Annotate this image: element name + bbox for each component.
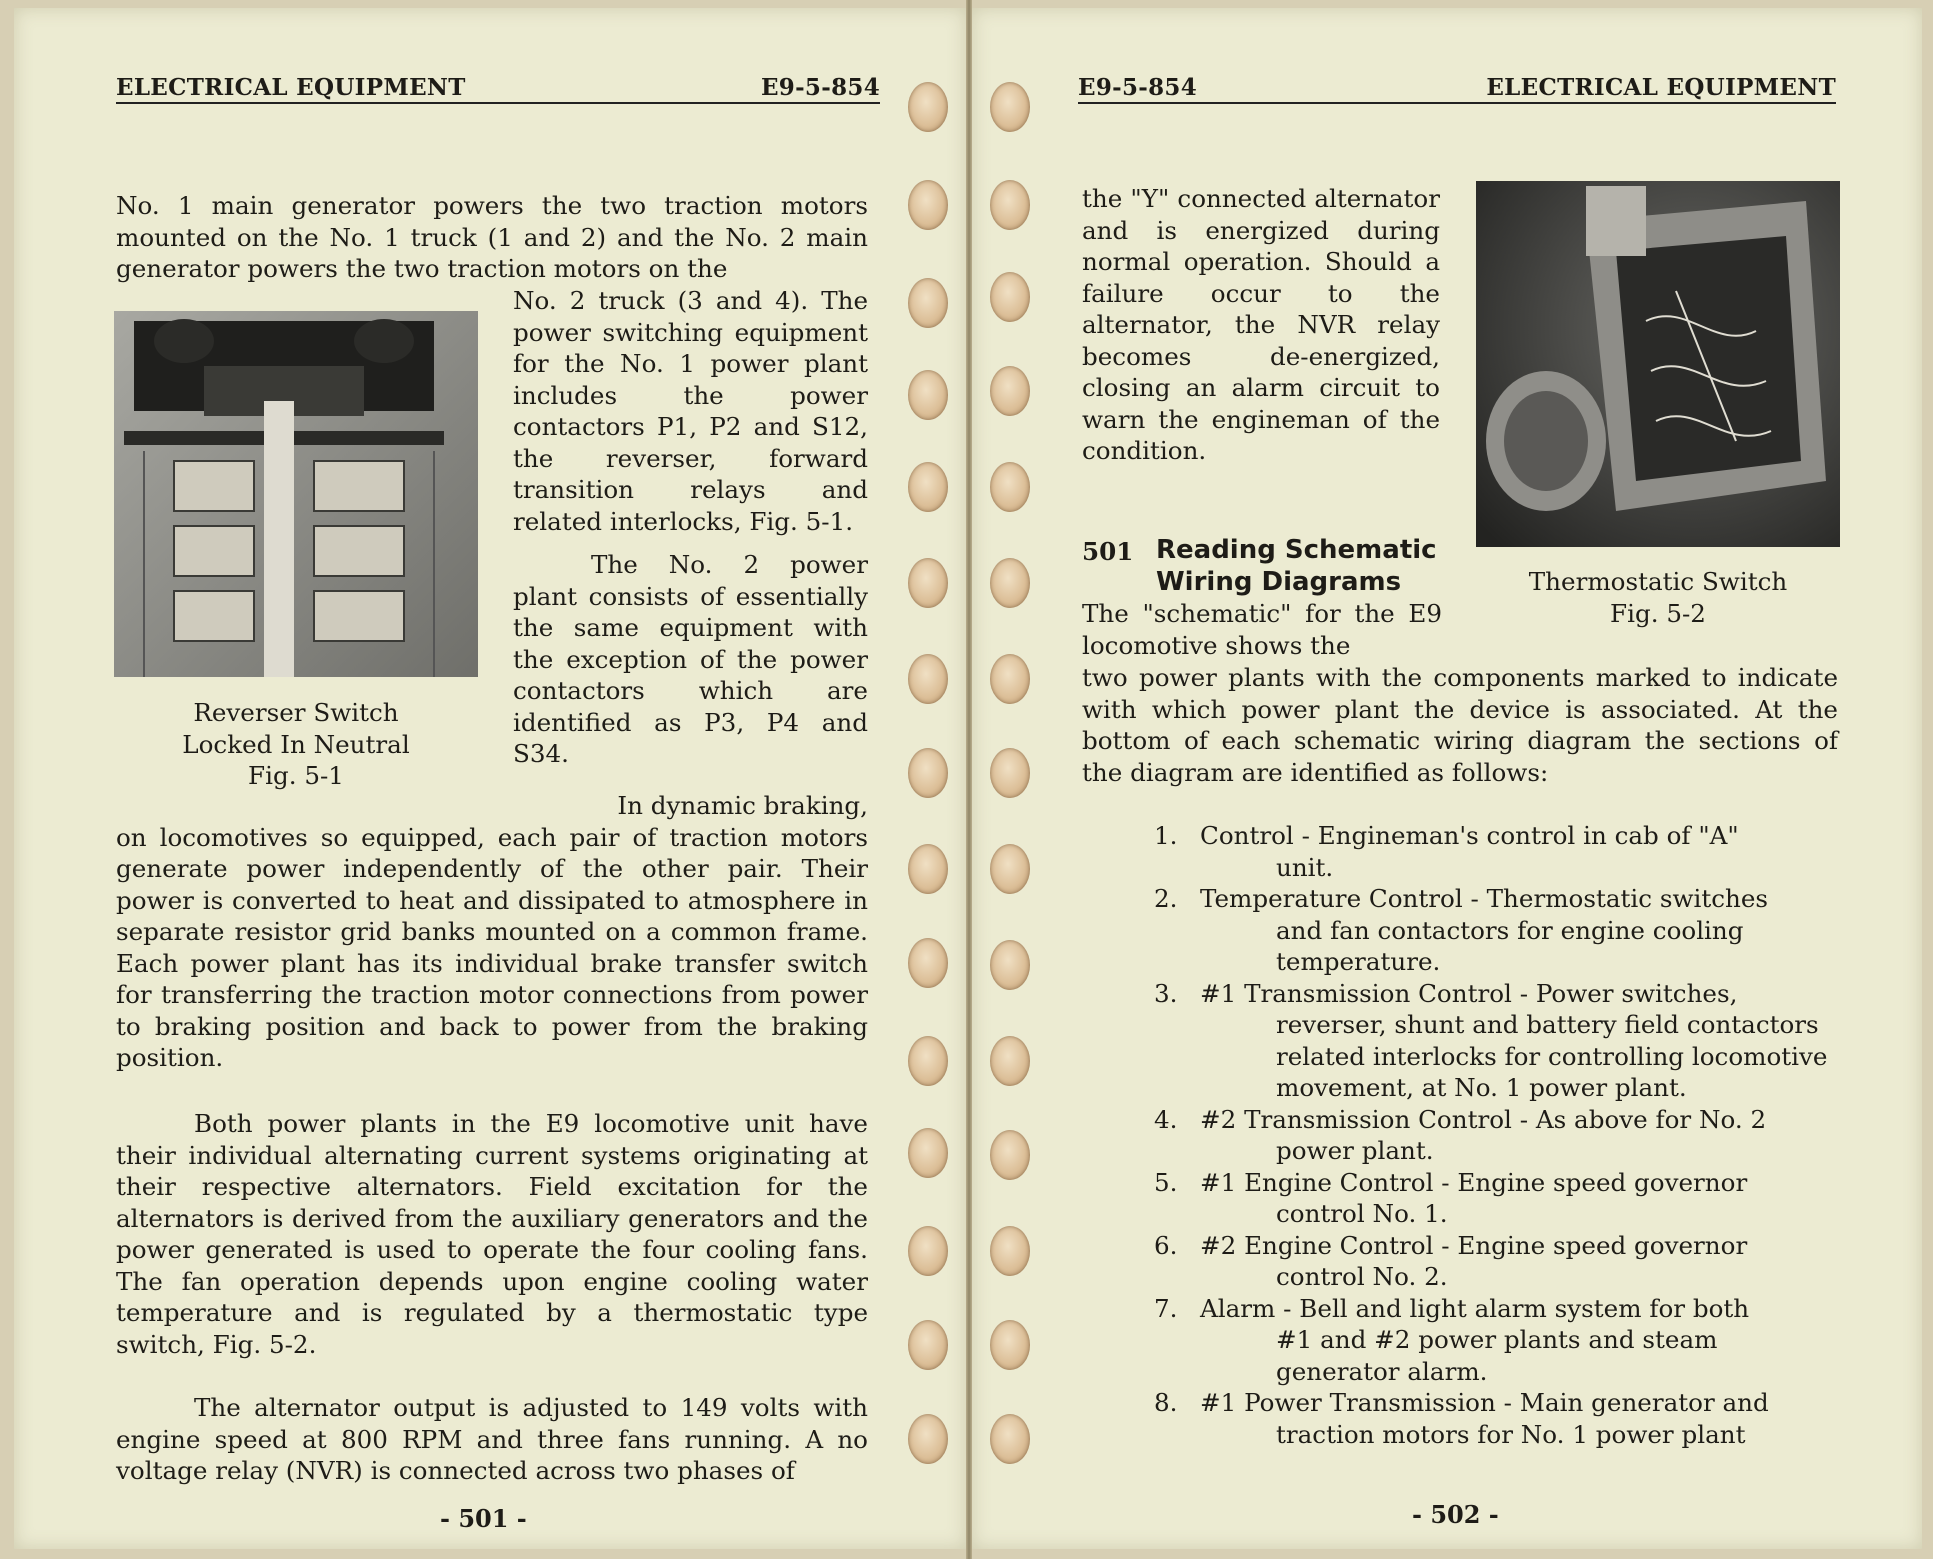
- section-title-line2: Wiring Diagrams: [1156, 567, 1402, 597]
- left-para-dynamic: [116, 790, 868, 1074]
- left-para-both: Both power plants in the E9 locomotive unit have their individual alternating current systems originating at their respective alternators. Field excitation for the alternators is derived from the auxiliary generators and the power generated is used to operate the four cooling fans. The fan operation depends upon engine cooling water temperature and is regulated by a thermostatic type switch, Fig. 5-2.: [116, 1109, 868, 1359]
- binder-hole: [908, 1226, 948, 1276]
- binder-hole: [908, 844, 948, 894]
- list-item-first-line: #1 Power Transmission - Main generator and: [1200, 1388, 1769, 1417]
- binder-hole: [908, 938, 948, 988]
- left-header: [116, 74, 880, 104]
- binder-hole: [908, 462, 948, 512]
- sections-list: [1082, 820, 1842, 1450]
- list-item: [1082, 1104, 1842, 1167]
- binder-hole: [990, 558, 1030, 608]
- right-header-code: E9-5-854: [1078, 74, 1198, 101]
- binder-hole: [990, 180, 1030, 230]
- binder-hole: [990, 1414, 1030, 1464]
- list-item: [1082, 978, 1842, 1104]
- list-item-continuation: unit.: [1276, 852, 1334, 882]
- list-item-first-line: Control - Engineman's control in cab of "A": [1200, 821, 1739, 850]
- list-item-number: 7.: [1154, 1293, 1178, 1323]
- binder-hole: [990, 844, 1030, 894]
- list-item: [1082, 820, 1842, 883]
- right-para-y: the "Y" connected alternator and is energized during normal operation. Should a failure occur to the alternator, the NVR relay becomes de-energized, closing an alarm circuit to warn the engineman of the condition.: [1082, 184, 1440, 465]
- list-item-continuation: traction motors for No. 1 power plant: [1276, 1419, 1746, 1449]
- reverser-switch-image: [114, 311, 478, 677]
- left-para-1-side-a: No. 2 truck (3 and 4). The power switching equipment for the No. 1 power plant includes the power contactors P1, P2 and S12, the reverser, forward transition relays and related interlocks, Fig. 5-1.: [513, 286, 868, 536]
- binder-hole: [990, 462, 1030, 512]
- figure-5-2-caption-line1: Thermostatic Switch: [1528, 567, 1788, 596]
- binder-hole: [990, 366, 1030, 416]
- figure-5-1-caption-line2: Locked In Neutral: [182, 729, 410, 759]
- list-item-first-line: Temperature Control - Thermostatic switches: [1200, 884, 1769, 913]
- left-para-1-side-b: The No. 2 power plant consists of essentially the same equipment with the exception of the power contactors which are identified as P3, P4 and S34.: [513, 550, 868, 768]
- right-para-schematic-side: The "schematic" for the E9 locomotive shows the: [1082, 599, 1442, 660]
- figure-5-1-caption: [116, 697, 476, 792]
- left-para-dynamic-rest: on locomotives so equipped, each pair of traction motors generate power independently of the other pair. Their power is converted to heat and dissipated to atmosphere in separate resistor grid banks mounted on a common frame. Each power plant has its individual brake transfer switch for transferring the traction motor connections from power to braking position and back to power from the braking position.: [116, 822, 868, 1072]
- left-header-title: ELECTRICAL EQUIPMENT: [116, 74, 466, 101]
- list-item-number: 6.: [1154, 1230, 1178, 1260]
- figure-5-2-label: Fig. 5-2: [1610, 598, 1706, 628]
- binder-hole: [908, 1414, 948, 1464]
- list-item-first-line: #1 Engine Control - Engine speed governor: [1200, 1167, 1748, 1197]
- left-para-dynamic-first: In dynamic braking,: [617, 791, 868, 820]
- section-number: 501: [1082, 537, 1134, 566]
- list-item-number: 2.: [1154, 884, 1178, 913]
- figure-5-1-caption-line1: Reverser Switch: [193, 698, 399, 727]
- binder-hole: [990, 1130, 1030, 1180]
- binder-hole: [908, 1128, 948, 1178]
- figure-5-1-label: Fig. 5-1: [248, 761, 344, 790]
- binder-hole: [990, 748, 1030, 798]
- left-para-1-top: No. 1 main generator powers the two traction motors mounted on the No. 1 truck (1 and 2) and the No. 2 main generator powers the two traction motors on the: [116, 191, 868, 283]
- binder-hole: [908, 82, 948, 132]
- right-header-title: ELECTRICAL EQUIPMENT: [1486, 74, 1836, 101]
- list-item-continuation: control No. 1.: [1276, 1199, 1448, 1228]
- binder-hole: [990, 272, 1030, 322]
- list-item: [1082, 1293, 1842, 1388]
- figure-5-2-caption: [1476, 566, 1840, 629]
- right-para-schematic-rest: two power plants with the components marked to indicate with which power plant the device is associated. At the bottom of each schematic wiring diagram the sections of the diagram are identified as follows:: [1082, 663, 1838, 787]
- list-item: [1082, 1230, 1842, 1293]
- list-item-continuation: power plant.: [1276, 1136, 1434, 1165]
- binder-hole: [908, 278, 948, 328]
- binder-hole: [908, 1036, 948, 1086]
- left-page-number: - 501 -: [440, 1504, 527, 1533]
- binder-hole: [990, 654, 1030, 704]
- list-item: [1082, 1167, 1842, 1230]
- binder-hole: [908, 1320, 948, 1370]
- binder-hole: [908, 370, 948, 420]
- binder-hole: [990, 1226, 1030, 1276]
- list-item: [1082, 1387, 1842, 1450]
- list-item-number: 3.: [1154, 978, 1178, 1008]
- left-para-1-side: [513, 285, 868, 770]
- right-header: [1078, 74, 1836, 104]
- list-item-number: 1.: [1154, 821, 1178, 850]
- reverser-switch-photo: [114, 311, 478, 677]
- list-item-continuation: control No. 2.: [1276, 1262, 1448, 1291]
- list-item-continuation: and fan contactors for engine cooling temperature.: [1276, 915, 1744, 976]
- binder-hole: [908, 748, 948, 798]
- list-item-number: 4.: [1154, 1104, 1178, 1134]
- binder-hole: [908, 180, 948, 230]
- binder-hole: [990, 1036, 1030, 1086]
- list-item-first-line: #1 Transmission Control - Power switches,: [1200, 978, 1738, 1008]
- list-item: [1082, 883, 1842, 978]
- left-para-alternator: The alternator output is adjusted to 149 volts with engine speed at 800 RPM and three fans running. A no voltage relay (NVR) is connected across two phases of: [116, 1393, 868, 1485]
- list-item-first-line: #2 Engine Control - Engine speed governor: [1200, 1230, 1748, 1260]
- left-header-code: E9-5-854: [760, 74, 880, 101]
- binder-hole: [990, 1320, 1030, 1370]
- thermostatic-switch-image: [1476, 181, 1840, 547]
- list-item-number: 5.: [1154, 1167, 1178, 1197]
- binder-hole: [908, 654, 948, 704]
- list-item-first-line: #2 Transmission Control - As above for No. 2: [1200, 1104, 1767, 1134]
- list-item-continuation: reverser, shunt and battery field contactors related interlocks for controlling locomotive movement, at No. 1 power plant.: [1276, 1010, 1828, 1102]
- binder-hole: [908, 558, 948, 608]
- list-item-continuation: #1 and #2 power plants and steam generator alarm.: [1276, 1325, 1718, 1386]
- list-item-first-line: Alarm - Bell and light alarm system for both: [1200, 1293, 1750, 1323]
- binder-hole: [990, 940, 1030, 990]
- list-item-number: 8.: [1154, 1388, 1178, 1417]
- section-title-line1: Reading Schematic: [1156, 535, 1437, 565]
- thermostatic-switch-photo: [1476, 181, 1840, 547]
- binder-hole: [990, 82, 1030, 132]
- right-page-number: - 502 -: [1412, 1500, 1499, 1529]
